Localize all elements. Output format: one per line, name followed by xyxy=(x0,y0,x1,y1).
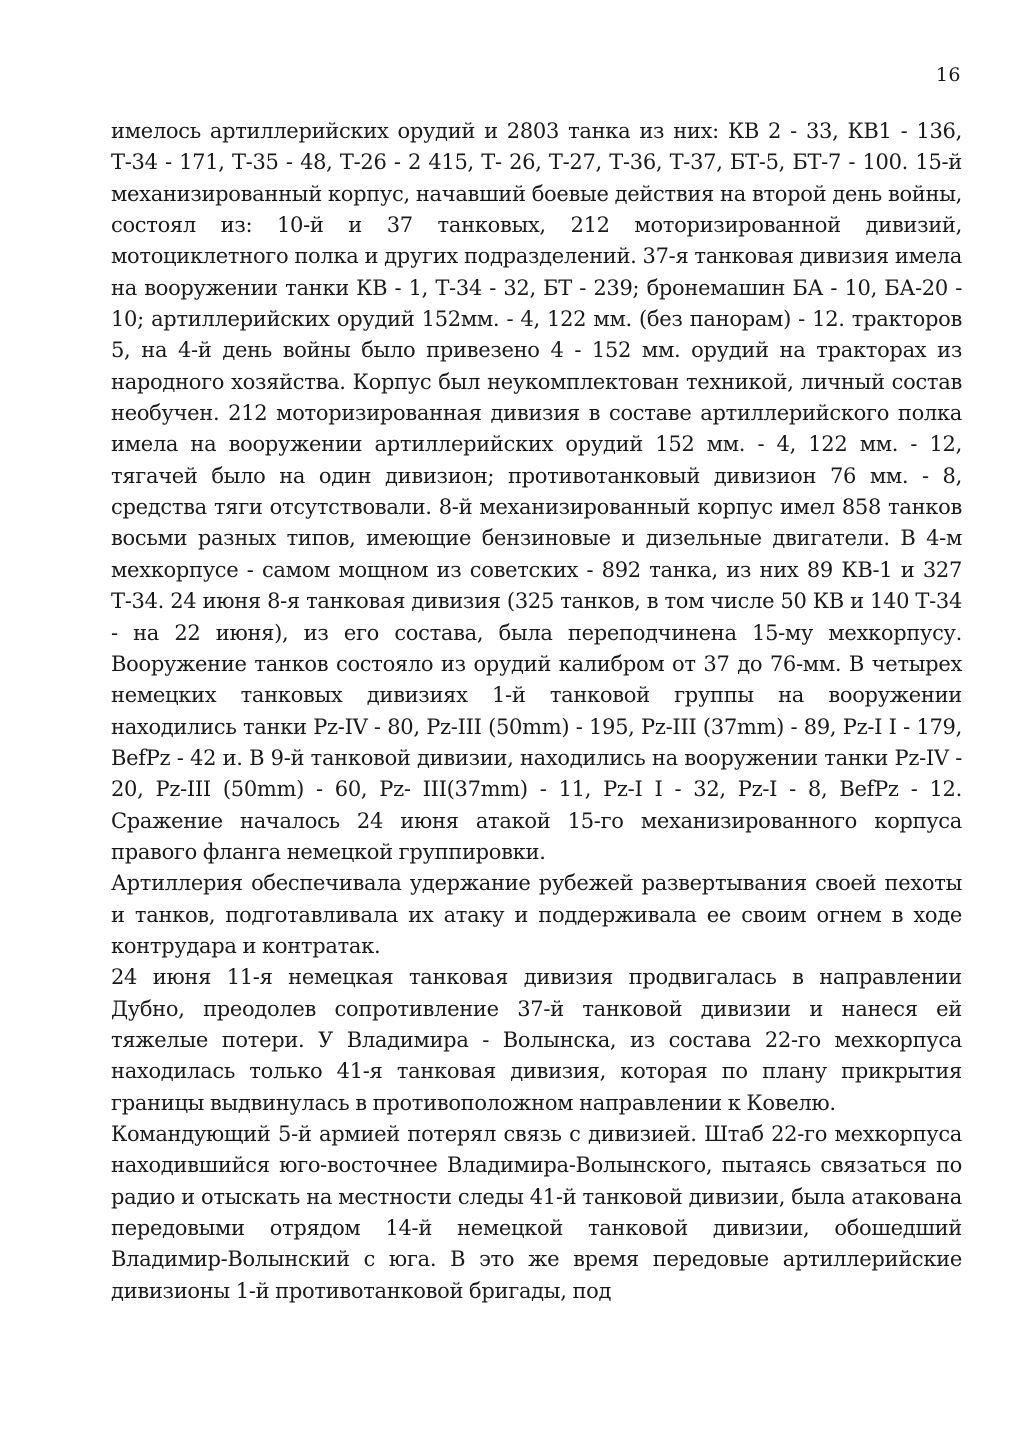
document-body xyxy=(111,116,962,1307)
paragraph-june-24-advance: 24 июня 11-я немецкая танковая дивизия продвигалась в направлении Дубно, преодолев сопротивление 37-й танковой дивизии и нанеся ей тяжелые потери. У Владимира - Волынска, из состава 22-го мехкорпуса находилась только 41-я танковая дивизия, которая по плану прикрытия границы выдвинулась в противоположном направлении к Ковелю. xyxy=(111,965,962,1115)
paragraph-tank-inventory: имелось артиллерийских орудий и 2803 танка из них: КВ 2 - 33, КВ1 - 136, Т-34 - 171, Т-35 - 48, Т-26 - 2 415, Т- 26, Т-27, Т-36, Т-37, БТ-5, БТ-7 - 100. 15-й механизированный корпус, начавший боевые действия на второй день войны, состоял из: 10-й и 37 танковых, 212 моторизированной дивизий, мотоциклетного полка и других подразделений. 37-я танковая дивизия имела на вооружении танки КВ - 1, Т-34 - 32, БТ - 239; бронемашин БА - 10, БА-20 - 10; артиллерийских орудий 152мм. - 4, 122 мм. (без панорам) - 12. тракторов 5, на 4-й день войны было привезено 4 - 152 мм. орудий на тракторах из народного хозяйства. Корпус был неукомплектован техникой, личный состав необучен. 212 моторизированная дивизия в составе артиллерийского полка имела на вооружении артиллерийских орудий 152 мм. - 4, 122 мм. - 12, тягачей было на один дивизион; противотанковый дивизион 76 мм. - 8, средства тяги отсутствовали. 8-й механизированный корпус имел 858 танков восьми разных типов, имеющие бензиновые и дизельные двигатели. В 4-м мехкорпусе - самом мощном из советских - 892 танка, из них 89 КВ-1 и 327 Т-34. 24 июня 8-я танковая дивизия (325 танков, в том числе 50 КВ и 140 Т-34 - на 22 июня), из его состава, была переподчинена 15-му мехкорпусу. Вооружение танков состояло из орудий калибром от 37 до 76-мм. В четырех немецких танковых дивизиях 1-й танковой группы на вооружении находились танки Pz-IV - 80, Pz-III (50mm) - 195, Pz-III (37mm) - 89, Pz-I I - 179, BefPz - 42 и. В 9-й танковой дивизии, находились на вооружении танки Pz-IV - 20, Pz-III (50mm) - 60, Pz- III(37mm) - 11, Pz-I I - 32, Pz-I - 8, BefPz - 12. Сражение началось 24 июня атакой 15-го механизированного корпуса правого фланга немецкой группировки. xyxy=(111,119,962,864)
paragraph-artillery-role: Артиллерия обеспечивала удержание рубежей развертывания своей пехоты и танков, подготавливала их атаку и поддерживала ее своим огнем в ходе контрудара и контратак. xyxy=(111,871,962,958)
page-number: 16 xyxy=(935,64,961,86)
paragraph-lost-contact: Командующий 5-й армией потерял связь с дивизией. Штаб 22-го мехкорпуса находившийся юго-восточнее Владимира-Волынского, пытаясь связаться по радио и отыскать на местности следы 41-й танковой дивизии, была атакована передовыми отрядом 14-й немецкой танковой дивизии, обошедший Владимир-Волынский с юга. В это же время передовые артиллерийские дивизионы 1-й противотанковой бригады, под xyxy=(111,1122,962,1303)
